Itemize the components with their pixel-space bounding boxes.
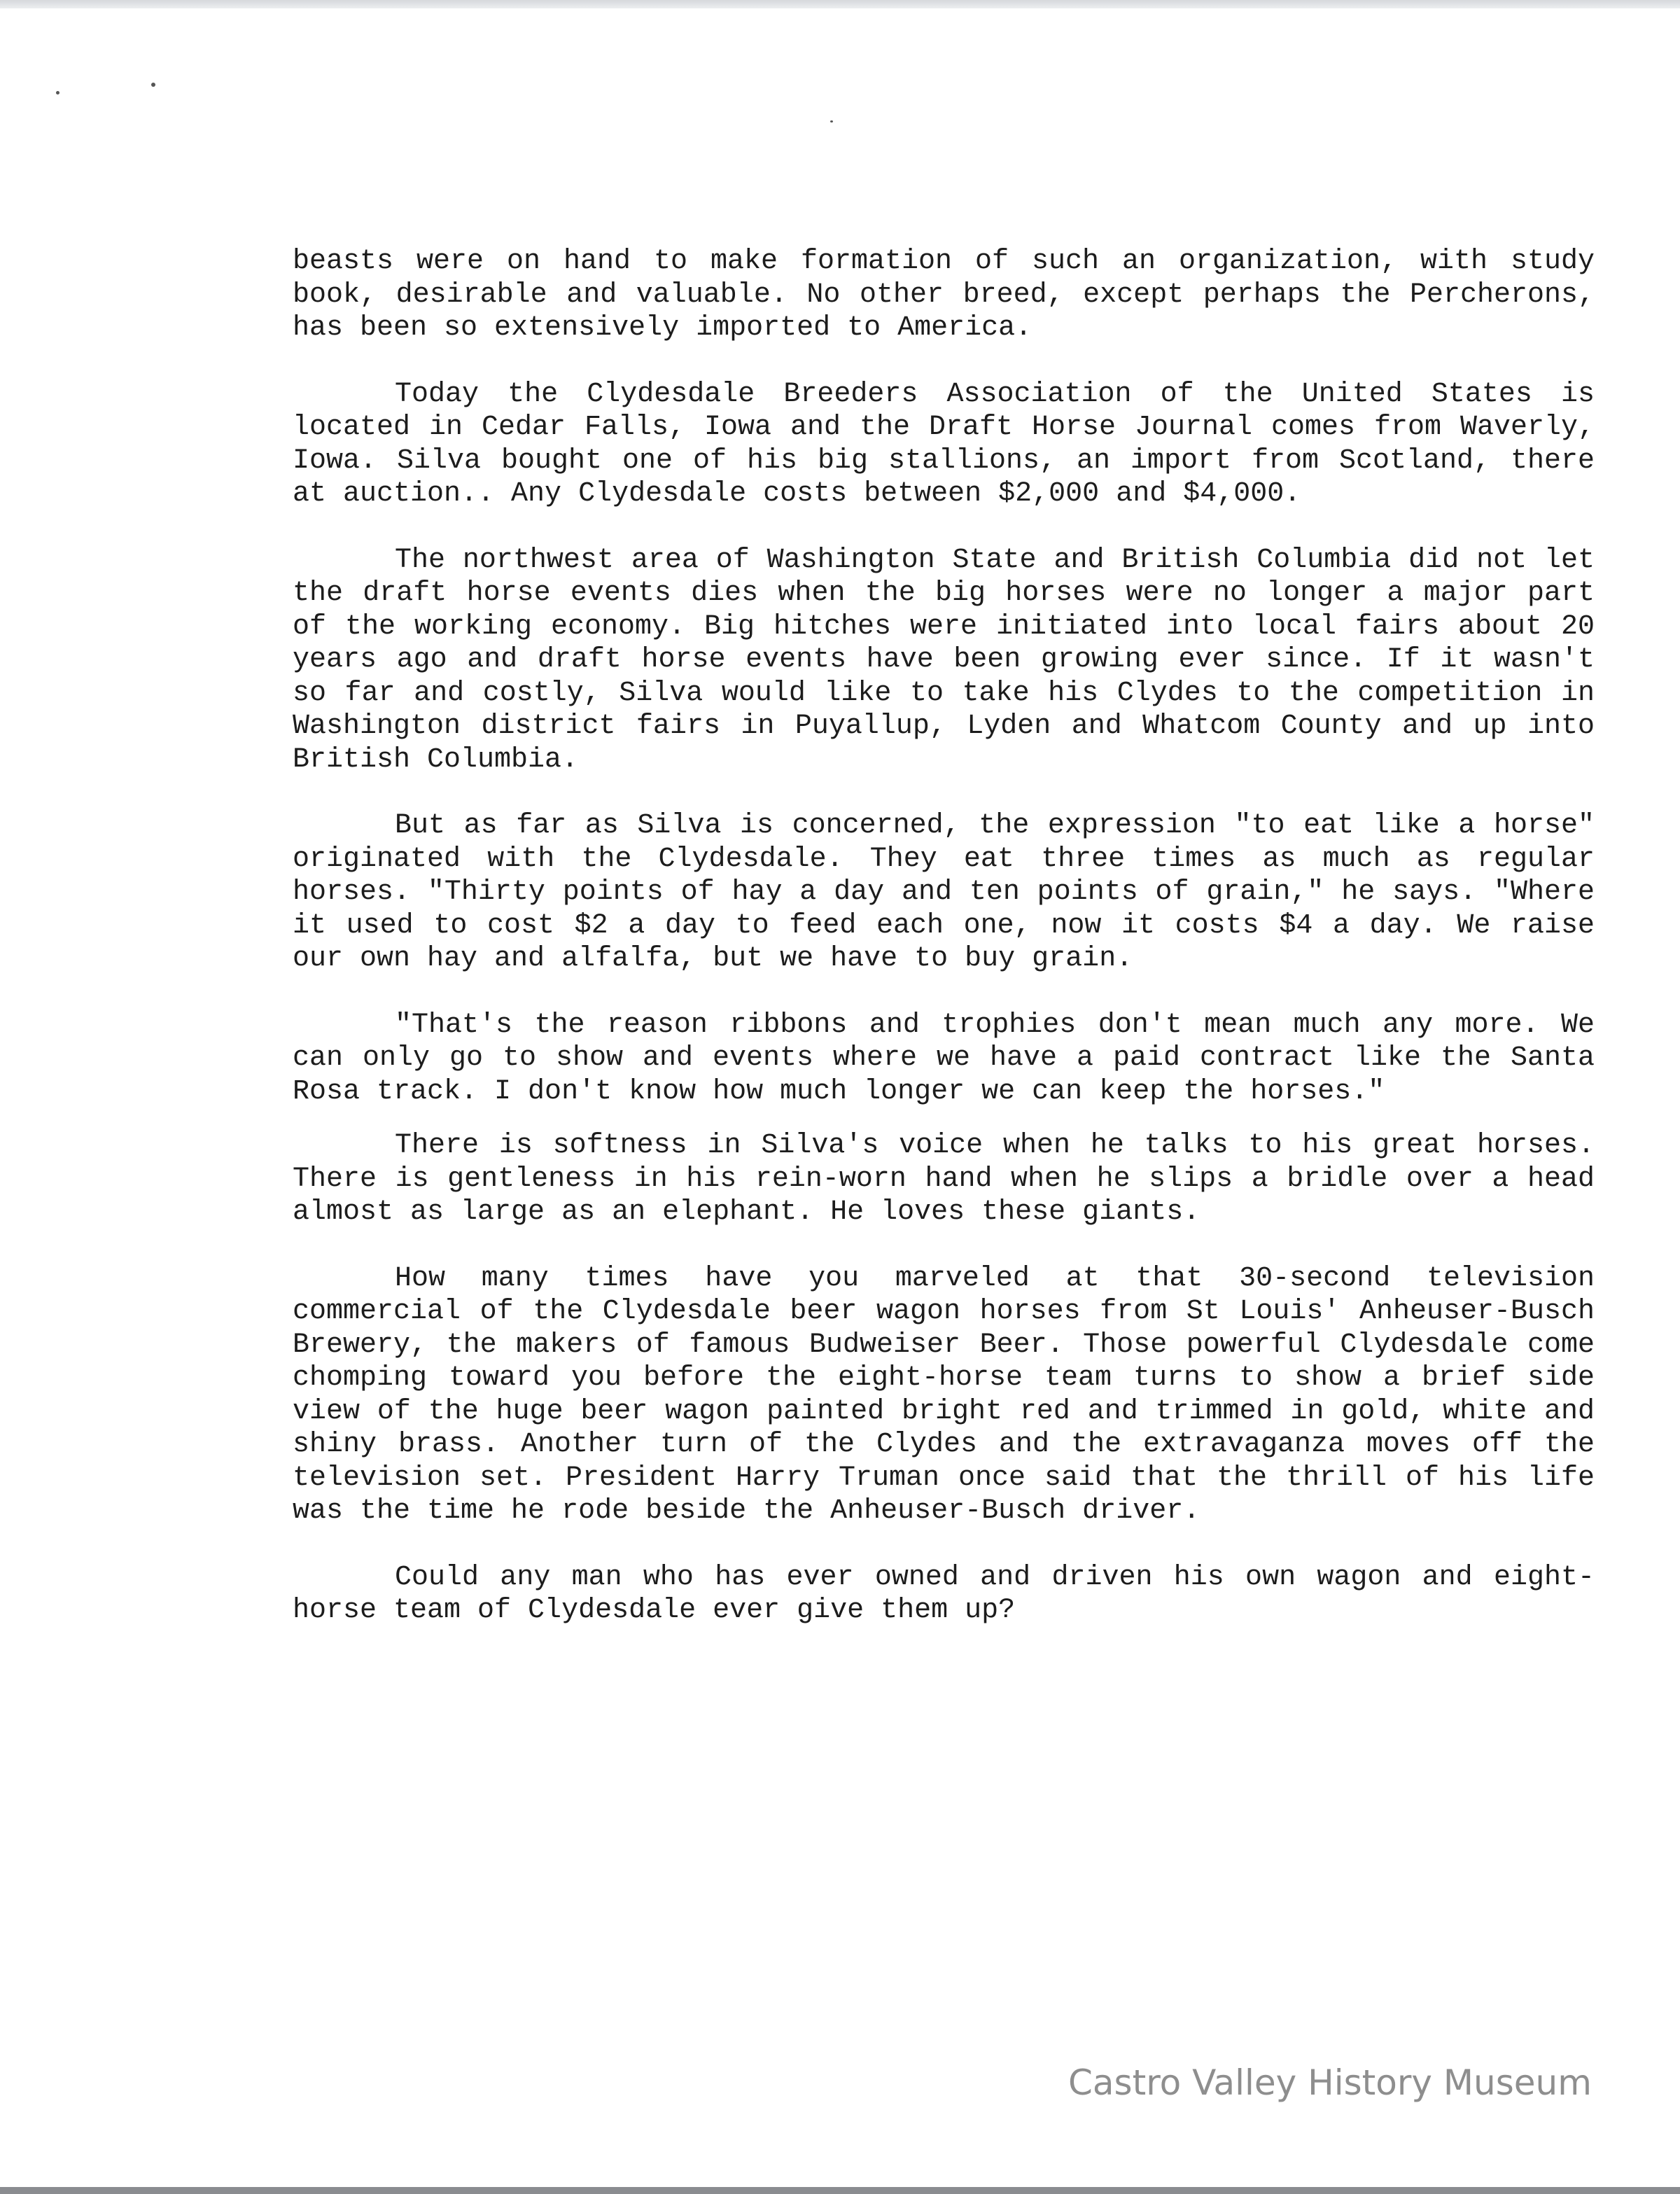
scan-speck [151,83,155,87]
paragraph: "That's the reason ribbons and trophies don't mean much any more. We can only go to show and events where we have a paid contract like the Santa Rosa track. I don't know how much longer we can keep the horses." [293,1009,1595,1108]
paragraph: But as far as Silva is concerned, the expression "to eat like a horse" originated with the Clydesdale. They eat three times as much as regular horses. "Thirty points of hay a day and ten points of grain," he says. "Where it used to cost $2 a day to feed each one, now it costs $4 a day. We raise our own hay and alfalfa, but we have to buy grain. [293,810,1595,974]
paragraph: Could any man who has ever owned and driven his own wagon and eight-horse team of Clydesdale ever give them up? [293,1561,1595,1626]
scan-top-edge [0,0,1680,8]
scan-speck [56,91,59,95]
paragraph: The northwest area of Washington State and British Columbia did not let the draft horse events dies when the big horses were no longer a major part of the working economy. Big hitches were initiated into local fairs about 20 years ago and draft horse events have been growing ever since. If it wasn't so far and costly, Silva would like to take his Clydes to the competition in Washington district fairs in Puyallup, Lyden and Whatcom County and up into British Columbia. [293,544,1595,776]
paragraph: There is softness in Silva's voice when he talks to his great horses. There is gentleness in his rein-worn hand when he slips a bridle over a head almost as large as an elephant. He loves these giants. [293,1130,1595,1228]
document-body [293,245,1595,1628]
paragraph: beasts were on hand to make formation of such an organization, with study book, desirable and valuable. No other breed, except perhaps the Percherons, has been so extensively imported to America. [293,246,1595,344]
museum-watermark: Castro Valley History Museum [1068,2062,1592,2103]
scan-bottom-edge [0,2187,1680,2194]
paragraph: Today the Clydesdale Breeders Association of the United States is located in Cedar Falls, Iowa and the Draft Horse Journal comes from Waverly, Iowa. Silva bought one of his big stallions, an import from Scotland, there at auction.. Any Clydesdale costs between $2,000 and $4,000. [293,378,1595,510]
scan-speck [830,120,833,123]
paragraph: How many times have you marveled at that 30-second television commercial of the Clydesdale beer wagon horses from St Louis' Anheuser-Busch Brewery, the makers of famous Budweiser Beer. Those powerful Clydesdale come chomping toward you before the eight-horse team turns to show a brief side view of the huge beer wagon painted bright red and trimmed in gold, white and shiny brass. Another turn of the Clydes and the extravaganza moves off the television set. President Harry Truman once said that the thrill of his life was the time he rode beside the Anheuser-Busch driver. [293,1262,1595,1527]
